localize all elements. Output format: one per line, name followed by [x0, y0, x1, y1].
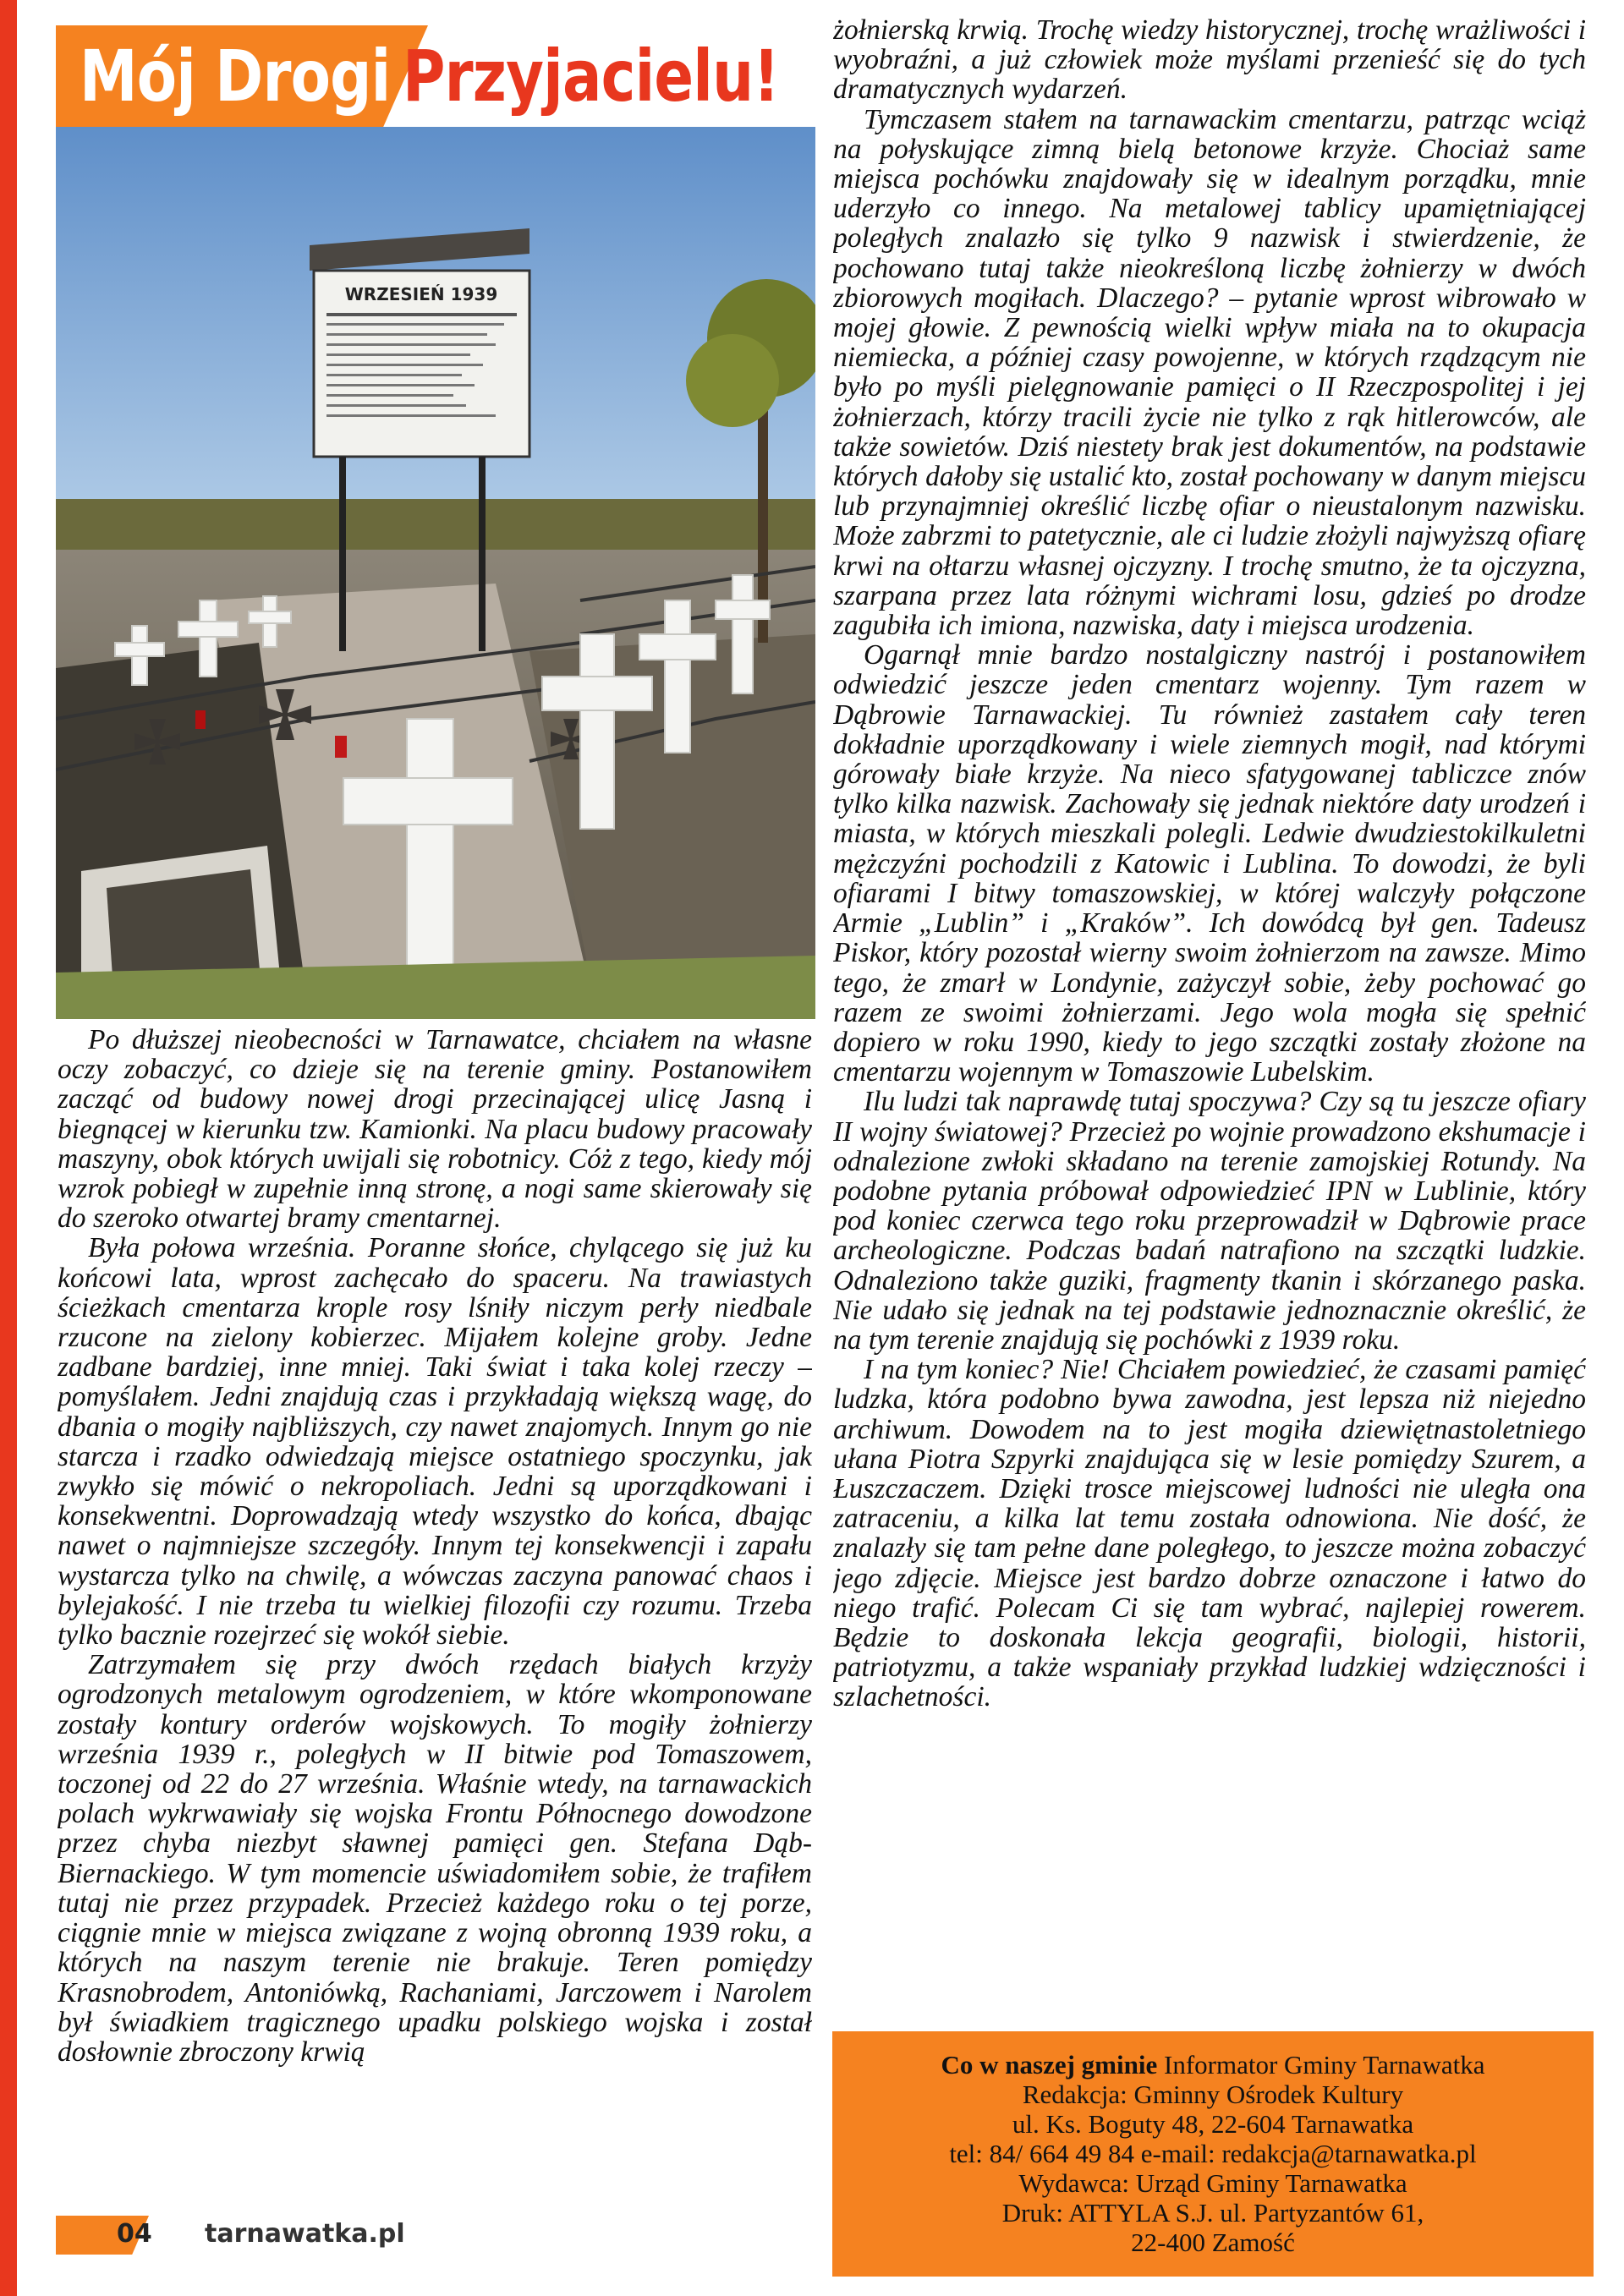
info-line-1-rest: Informator Gminy Tarnawatka — [1157, 2050, 1485, 2080]
info-line-5: Wydawca: Urząd Gminy Tarnawatka — [1018, 2168, 1407, 2198]
article-left-column — [58, 1025, 812, 2213]
paragraph: Ilu ludzi tak naprawdę tutaj spoczywa? Czy są tu jeszcze ofiary II wojny światowej? Przecież po wojnie prowadzono ekshumacje i odnalezione zwłoki składano na terenie zamojskiej Rotundy. Na podobne pytania próbował odpowiedzieć IPN w Lublinie, który pod koniec czerwca tego roku przeprowadził w Dąbrowie prace archeologiczne. Podczas badań natrafiono na szczątki ludzkie. Odnaleziono także guziki, fragmenty tkanin i skórzanego paska. Nie udało się jednak na tej podstawie jednoznacznie określić, że na tym terenie znajdują się pochówki z 1939 roku. — [833, 1086, 1586, 1356]
page-number: 04 — [117, 2219, 152, 2249]
info-line-4: tel: 84/ 664 49 84 e-mail: redakcja@tarnawatka.pl — [949, 2139, 1477, 2168]
title-main: Mój Drogi — [80, 35, 391, 118]
paragraph: I na tym koniec? Nie! Chciałem powiedzieć, że czasami pamięć ludzka, która podobno bywa zawodna, jest lepsza niż niejedno archiwum. Dowodem na to jest mogiła dziewiętnastoletniego ułana Piotra Szpyrki znajdująca się w lesie pomiędzy Szurem, a Łuszczaczem. Dzięki trosce miejscowej ludności nie uległa ona zatraceniu, a kilka lat temu została odnowiona. Nie dość, że znalazły się tam pełne dane poległego, to jeszcze można zobaczyć jego zdjęcie. Miejsce jest bardzo dobrze oznaczone i łatwo do niego trafić. Polecam Ci się tam wybrać, najlepiej rowerem. Będzie to doskonała lekcja geografii, biologii, historii, patriotyzmu, a także wspaniały przykład ludzkiej wdzięczności i szlachetności. — [833, 1354, 1586, 1713]
paragraph: Była połowa września. Poranne słońce, chylącego się już ku końcowi lata, wprost zachęcało do spaceru. Na trawiastych ścieżkach cmentarza krople rosy lśniły niczym perły niedbale rzucone na zielony kobierzec. Mijałem kolejne groby. Jedne zadbane bardziej, inne mniej. Taki świat i taka kolej rzeczy – pomyślałem. Jedni znajdują czas i przykładają większą wagę, do dbania o mogiły najbliższych, czy nawet znajomych. Innym go nie starcza i rzadko odwiedzają miejsce ostatniego spoczynku, jak zwykło się mówić o nekropoliach. Jedni są uporządkowani i konsekwentni. Doprowadzają wtedy wszystko do końca, dbając nawet o najmniejsze szczegóły. Innym tej konsekwencji i zapału wystarcza tylko na chwilę, a wówczas zaczyna panować chaos i bylejakość. I nie trzeba tu wielkiej filozofii czy rozumu. Trzeba tylko bacznie rozejrzeć się wokół siebie. — [58, 1232, 812, 1652]
info-line-3: ul. Ks. Boguty 48, 22-604 Tarnawatka — [1012, 2109, 1414, 2139]
title-accent: Przyjacielu! — [403, 35, 779, 118]
info-line-7: 22-400 Zamość — [1131, 2228, 1295, 2257]
page-footer — [56, 2216, 479, 2258]
info-line-1 — [832, 2050, 1594, 2080]
title-banner — [56, 25, 815, 127]
publication-info-box — [832, 2031, 1594, 2277]
paragraph: Tymczasem stałem na tarnawackim cmentarzu, patrząc wciąż na połyskujące zimną bielą betonowe krzyże. Chociaż same miejsca pochówku znajdowały się w idealnym porządku, mnie uderzyło co innego. Na metalowej tablicy upamiętniającej poległych znalazło się tylko 9 nazwisk i stwierdzenie, że pochowano tutaj także nieokreśloną liczbę żołnierzy w dwóch zbiorowych mogiłach. Dlaczego? – pytanie wprost wibrowało w mojej głowie. Z pewnością wielki wpływ miała na to okupacja niemiecka, a później czasy powojenne, w których rządzącym nie było po myśli pielęgnowanie pamięci o II Rzeczpospolitej i jej żołnierzach, którzy tracili życie nie tylko z rąk hitlerowców, ale także sowietów. Dziś niestety brak jest dokumentów, na podstawie których dałoby się ustalić kto, został pochowany w danym miejscu lub przynajmniej określić liczbę ofiar o nieustalonym nazwisku. Może zabrzmi to patetycznie, ale ci ludzie złożyli najwyższą ofiarę krwi na ołtarzu własnej ojczyzny. I trochę smutno, że ta ojczyzna, szarpana przez lata różnymi wichrami losu, gdzieś po drodze zagubiła ich imiona, nazwiska, daty i miejsca urodzenia. — [833, 103, 1586, 642]
info-line-2: Redakcja: Gminny Ośrodek Kultury — [1022, 2080, 1404, 2109]
paragraph: Ogarnął mnie bardzo nostalgiczny nastrój i postanowiłem odwiedzić jeszcze jeden cmentarz wojenny. Tym razem w Dąbrowie Tarnawackiej. Tu również zastałem cały teren dokładnie uporządkowany i wiele ziemnych mogił, nad którymi górowały białe krzyże. Na nieco sfatygowanej tabliczce znów tylko kilka nazwisk. Zachowały się jednak niektóre daty urodzeń i miasta, w których mieszkali polegli. Ledwie dwudziestokilkuletni mężczyźni pochodzili z Katowic i Lublina. To dowodzi, że byli ofiarami I bitwy tomaszowskiej, w której walczyły połączone Armie „Lublin” i „Kraków”. Ich dowódcą był gen. Tadeusz Piskor, który pozostał wierny swoim żołnierzom na zawsze. Mimo tego, że zmarł w Londynie, zażyczył sobie, żeby pochować go razem ze swoimi żołnierzami. Jego wola mogła się spełnić dopiero w roku 1990, kiedy to jego szczątki zostały złożone na cmentarzu wojennym w Tomaszowie Lubelskim. — [833, 639, 1586, 1088]
board-heading: WRZESIEŃ 1939 — [344, 284, 498, 304]
paragraph: Zatrzymałem się przy dwóch rzędach białych krzyży ogrodzonych metalowym ogrodzeniem, w które wkomponowane zostały kontury orderów wojskowych. To mogiły żołnierzy września 1939 r., poległych w II bitwie pod Tomaszowem, toczonej od 22 do 27 września. Właśnie wtedy, na tarnawackich polach wykrwawiały się wojska Frontu Północnego dowodzone przez chyba niezbyt sławnej pamięci gen. Stefana Dąb-Biernackiego. W tym momencie uświadomiłem sobie, że trafiłem tutaj nie przez przypadek. Przecież każdego roku o tej porze, ciągnie mnie w miejsca związane z wojną obronną 1939 roku, a których na naszym terenie nie brakuje. Teren pomiędzy Krasnobrodem, Antoniówką, Rachaniami, Jarczowem i Narolem był świadkiem tragicznego upadku polskiego wojska i został dosłownie zbroczony krwią — [58, 1649, 812, 2068]
info-line-6: Druk: ATTYLA S.J. ul. Partyzantów 61, — [1001, 2198, 1424, 2228]
red-side-bar — [0, 0, 17, 2296]
article-right-column — [833, 15, 1586, 2024]
info-label: Co w naszej gminie — [941, 2050, 1158, 2080]
paragraph: żołnierską krwią. Trochę wiedzy historycznej, trochę wrażliwości i wyobraźni, a już człowiek może myślami przenieść się do tych dramatycznych wydarzeń. — [833, 15, 1586, 106]
cemetery-photo — [56, 127, 815, 1019]
site-name[interactable]: tarnawatka.pl — [205, 2219, 405, 2249]
paragraph: Po dłuższej nieobecności w Tarnawatce, chciałem na własne oczy zobaczyć, co dzieje się na terenie gminy. Postanowiłem zacząć od budowy nowej drogi przecinającej ulicę Jasną i biegnącej w kierunku tzw. Kamionki. Na placu budowy pracowały maszyny, obok których uwijali się robotnicy. Cóż z tego, kiedy mój wzrok pobiegł w zupełnie inną stronę, a nogi same skierowały się do szeroko otwartej bramy cmentarnej. — [58, 1025, 812, 1235]
